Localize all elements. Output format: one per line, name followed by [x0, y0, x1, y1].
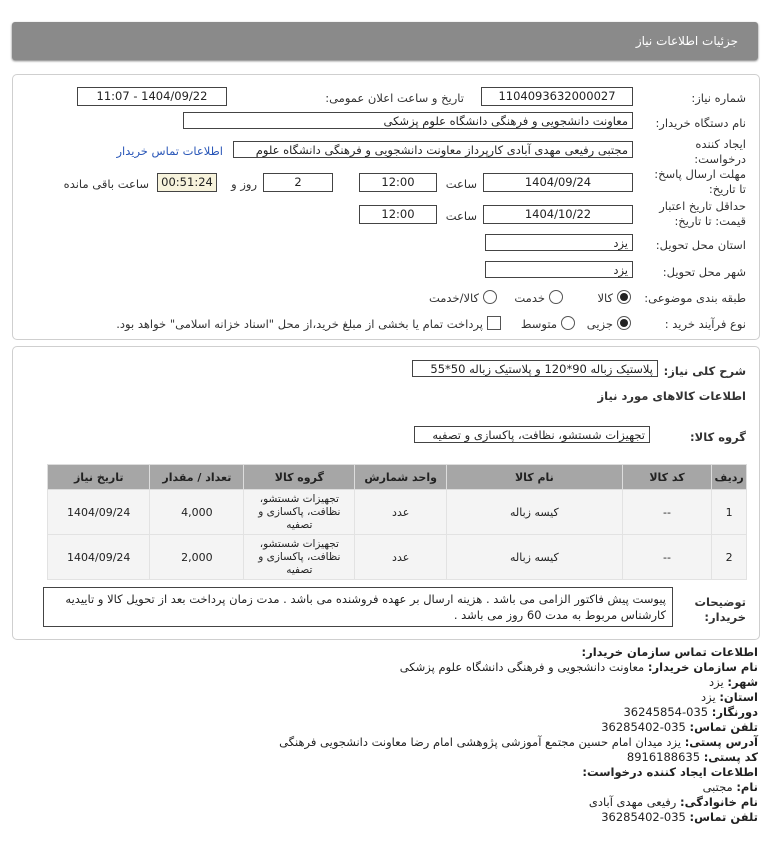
cell-group: تجهیزات شستشو، نظافت، پاکسازی و تصفیه — [244, 535, 355, 580]
days-field: 2 — [263, 173, 333, 192]
items-panel — [12, 346, 760, 640]
creator-name-row: نام: مجتبی — [702, 780, 758, 794]
contact-heading: اطلاعات تماس سازمان خریدار: — [581, 645, 758, 659]
remaining-label: ساعت باقی مانده — [63, 177, 149, 191]
category-radio-goods[interactable] — [617, 290, 631, 304]
treasury-note: پرداخت تمام یا بخشی از مبلغ خرید،از محل "اسناد خزانه اسلامی" خواهد بود. — [116, 317, 483, 331]
col-header: تاریخ نیاز — [48, 465, 150, 490]
notes-field: پیوست پیش فاکتور الزامی می باشد . هزینه ارسال بر عهده فروشنده می باشد . مدت زمان پرداخت بعد از تحویل کالا و تاییدیه کارشناس مربوط به مدت 60 روز می باشد . — [43, 587, 673, 627]
contact-province-row: استان: یزد — [700, 690, 758, 704]
col-header: کد کالا — [622, 465, 712, 490]
category-radio-service[interactable] — [549, 290, 563, 304]
process-option-medium: متوسط — [520, 317, 557, 331]
group-field: تجهیزات شستشو، نظافت، پاکسازی و تصفیه — [414, 426, 650, 443]
creator-family-row: نام خانوادگی: رفیعی مهدی آبادی — [588, 795, 758, 809]
items-heading: اطلاعات کالاهای مورد نیاز — [597, 389, 746, 403]
city-label: شهر محل تحویل: — [662, 265, 746, 279]
notes-label: توضیحات خریدار: — [694, 595, 746, 624]
cell-row-number: 1 — [712, 490, 747, 535]
category-radio-goods-service[interactable] — [483, 290, 497, 304]
page-header — [12, 22, 758, 60]
cell-item-code: -- — [622, 490, 712, 535]
process-option-minor: جزیی — [586, 317, 613, 331]
creator-field: مجتبی رفیعی مهدی آبادی کارپرداز معاونت دانشجویی و فرهنگی دانشگاه علوم — [233, 141, 633, 158]
cell-need-date: 1404/09/24 — [48, 535, 150, 580]
cell-row-number: 2 — [712, 535, 747, 580]
table-row — [48, 490, 747, 535]
desc-label: شرح کلی نیاز: — [663, 364, 746, 378]
table-row — [48, 535, 747, 580]
reply-deadline-label: مهلت ارسال پاسخ: تا تاریخ: — [654, 167, 746, 196]
process-label: نوع فرآیند خرید : — [664, 317, 746, 331]
process-radio-minor[interactable] — [617, 316, 631, 330]
announce-field: 1404/09/22 - 11:07 — [77, 87, 227, 106]
cell-item-name: کیسه زباله — [447, 490, 623, 535]
col-header: تعداد / مقدار — [150, 465, 244, 490]
province-field: یزد — [485, 234, 633, 251]
cell-unit: عدد — [355, 535, 447, 580]
contact-postal-row: کد پستی: 8916188635 — [626, 750, 758, 764]
col-header: ردیف — [712, 465, 747, 490]
validity-time-label: ساعت — [445, 209, 477, 223]
creator-label: ایجاد کننده درخواست: — [694, 137, 746, 166]
city-field: یزد — [485, 261, 633, 278]
cell-item-code: -- — [622, 535, 712, 580]
creator-heading: اطلاعات ایجاد کننده درخواست: — [582, 765, 758, 779]
announce-label: تاریخ و ساعت اعلان عمومی: — [325, 91, 464, 105]
need-number-field: 1104093632000027 — [481, 87, 633, 106]
buyer-org-label: نام دستگاه خریدار: — [655, 116, 746, 130]
buyer-contact-link[interactable]: اطلاعات تماس خریدار — [116, 144, 223, 158]
cell-quantity: 4,000 — [150, 490, 244, 535]
contact-phone-row: تلفن تماس: 035-36285402 — [601, 720, 758, 734]
page-title: جزئیات اطلاعات نیاز — [635, 34, 738, 48]
validity-time-field: 12:00 — [359, 205, 437, 224]
table-header-row — [48, 465, 747, 490]
contact-address-row: آدرس پستی: یزد میدان امام حسین مجتمع آموزشی پژوهشی امام رضا معاونت دانشجویی فرهنگی — [279, 735, 758, 749]
treasury-checkbox[interactable] — [487, 316, 501, 330]
desc-field: پلاستیک زباله 90*120 و پلاستیک زباله 50*55 — [412, 360, 658, 377]
items-table — [47, 464, 747, 580]
cell-quantity: 2,000 — [150, 535, 244, 580]
days-label: روز و — [231, 177, 257, 191]
contact-city-row: شهر: یزد — [709, 675, 758, 689]
cell-item-name: کیسه زباله — [447, 535, 623, 580]
remaining-timer: 00:51:24 — [157, 173, 217, 192]
need-number-label: شماره نیاز: — [691, 91, 746, 105]
province-label: استان محل تحویل: — [655, 238, 746, 252]
reply-date-field: 1404/09/24 — [483, 173, 633, 192]
col-header: نام کالا — [447, 465, 623, 490]
col-header: گروه کالا — [244, 465, 355, 490]
group-label: گروه کالا: — [690, 430, 746, 444]
creator-phone-row: تلفن تماس: 035-36285402 — [601, 810, 758, 824]
validity-date-field: 1404/10/22 — [483, 205, 633, 224]
buyer-org-field: معاونت دانشجویی و فرهنگی دانشگاه علوم پزشکی — [183, 112, 633, 129]
cell-unit: عدد — [355, 490, 447, 535]
category-option-service: خدمت — [514, 291, 545, 305]
details-panel — [12, 74, 760, 340]
category-option-goods: کالا — [597, 291, 613, 305]
contact-fax-row: دورنگار: 035-36245854 — [623, 705, 758, 719]
cell-group: تجهیزات شستشو، نظافت، پاکسازی و تصفیه — [244, 490, 355, 535]
col-header: واحد شمارش — [355, 465, 447, 490]
contact-org-row: نام سازمان خریدار: معاونت دانشجویی و فرهنگی دانشگاه علوم پزشکی — [399, 660, 758, 674]
validity-label: حداقل تاریخ اعتبار قیمت: تا تاریخ: — [659, 199, 746, 228]
cell-need-date: 1404/09/24 — [48, 490, 150, 535]
process-radio-medium[interactable] — [561, 316, 575, 330]
reply-time-label: ساعت — [445, 177, 477, 191]
category-option-goods-service: کالا/خدمت — [428, 291, 479, 305]
category-label: طبقه بندی موضوعی: — [644, 291, 746, 305]
reply-time-field: 12:00 — [359, 173, 437, 192]
